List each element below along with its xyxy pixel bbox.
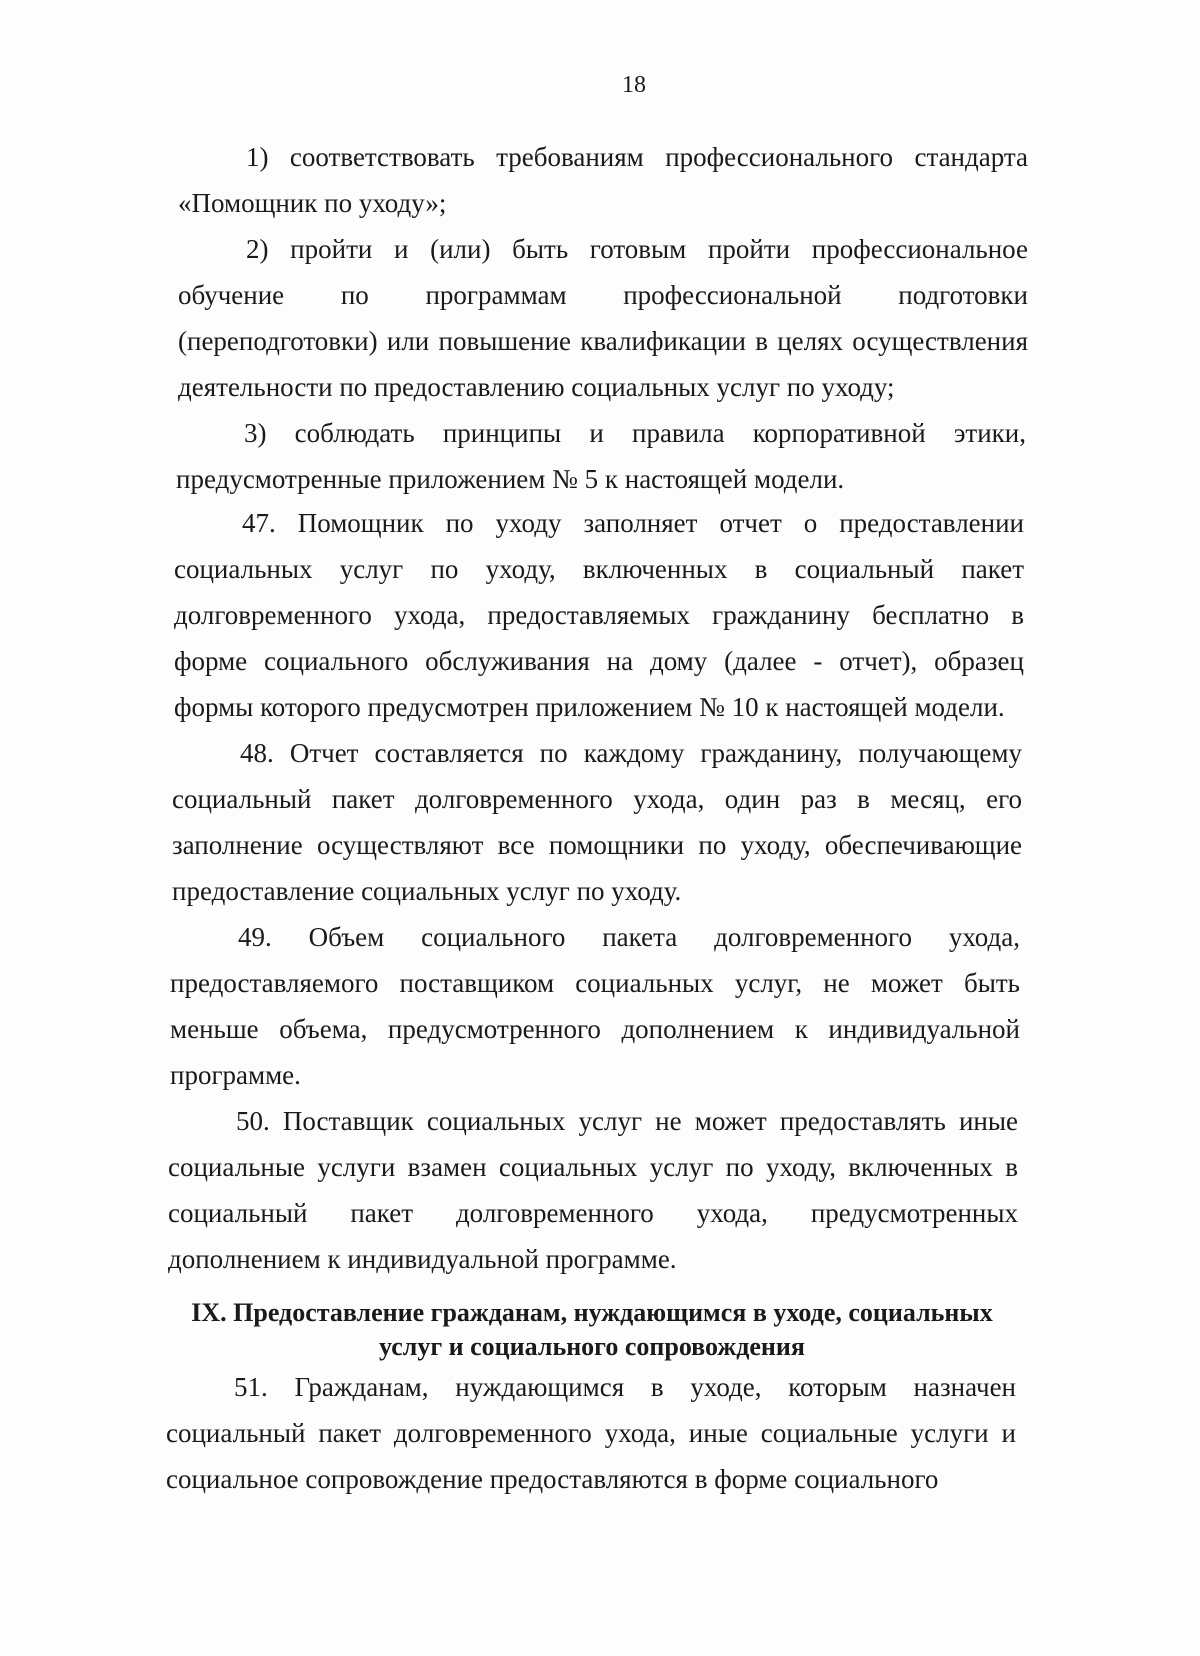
paragraph-item-2: 2) пройти и (или) быть готовым пройти профессиональное обучение по программам профессиональной подготовки (переподготовки) или повышение квалификации в целях осуществления деятельности по предоставлению социальных услуг по уходу; [178, 234, 1028, 402]
section-heading [166, 1296, 1018, 1364]
paragraph-50: 50. Поставщик социальных услуг не может предоставлять иные социальные услуги взамен социальных услуг по уходу, включенных в социальный пакет долговременного ухода, предусмотренных дополнением к индивидуальной программе. [168, 1106, 1018, 1274]
paragraph-item-3: 3) соблюдать принципы и правила корпоративной этики, предусмотренные приложением № 5 к настоящей модели. [176, 418, 1026, 494]
section-heading-line-1: IX. Предоставление гражданам, нуждающимся в уходе, социальных [191, 1298, 993, 1327]
paragraph-51: 51. Гражданам, нуждающимся в уходе, которым назначен социальный пакет долговременного ухода, иные социальные услуги и социальное сопровождение предоставляются в форме социального [166, 1372, 1016, 1494]
section-heading-line-2: услуг и социального сопровождения [379, 1332, 805, 1361]
paragraph-49: 49. Объем социального пакета долговременного ухода, предоставляемого поставщиком социальных услуг, не может быть меньше объема, предусмотренного дополнением к индивидуальной программе. [170, 922, 1020, 1090]
paragraph-47: 47. Помощник по уходу заполняет отчет о предоставлении социальных услуг по уходу, включенных в социальный пакет долговременного ухода, предоставляемых гражданину бесплатно в форме социального обслуживания на дому (далее - отчет), образец формы которого предусмотрен приложением № 10 к настоящей модели. [174, 508, 1024, 722]
paragraph-item-1: 1) соответствовать требованиям профессионального стандарта «Помощник по уходу»; [178, 142, 1028, 218]
page-number: 18 [622, 72, 646, 98]
paragraph-48: 48. Отчет составляется по каждому гражданину, получающему социальный пакет долговременного ухода, один раз в месяц, его заполнение осуществляют все помощники по уходу, обеспечивающие предоставление социальных услуг по уходу. [172, 738, 1022, 906]
